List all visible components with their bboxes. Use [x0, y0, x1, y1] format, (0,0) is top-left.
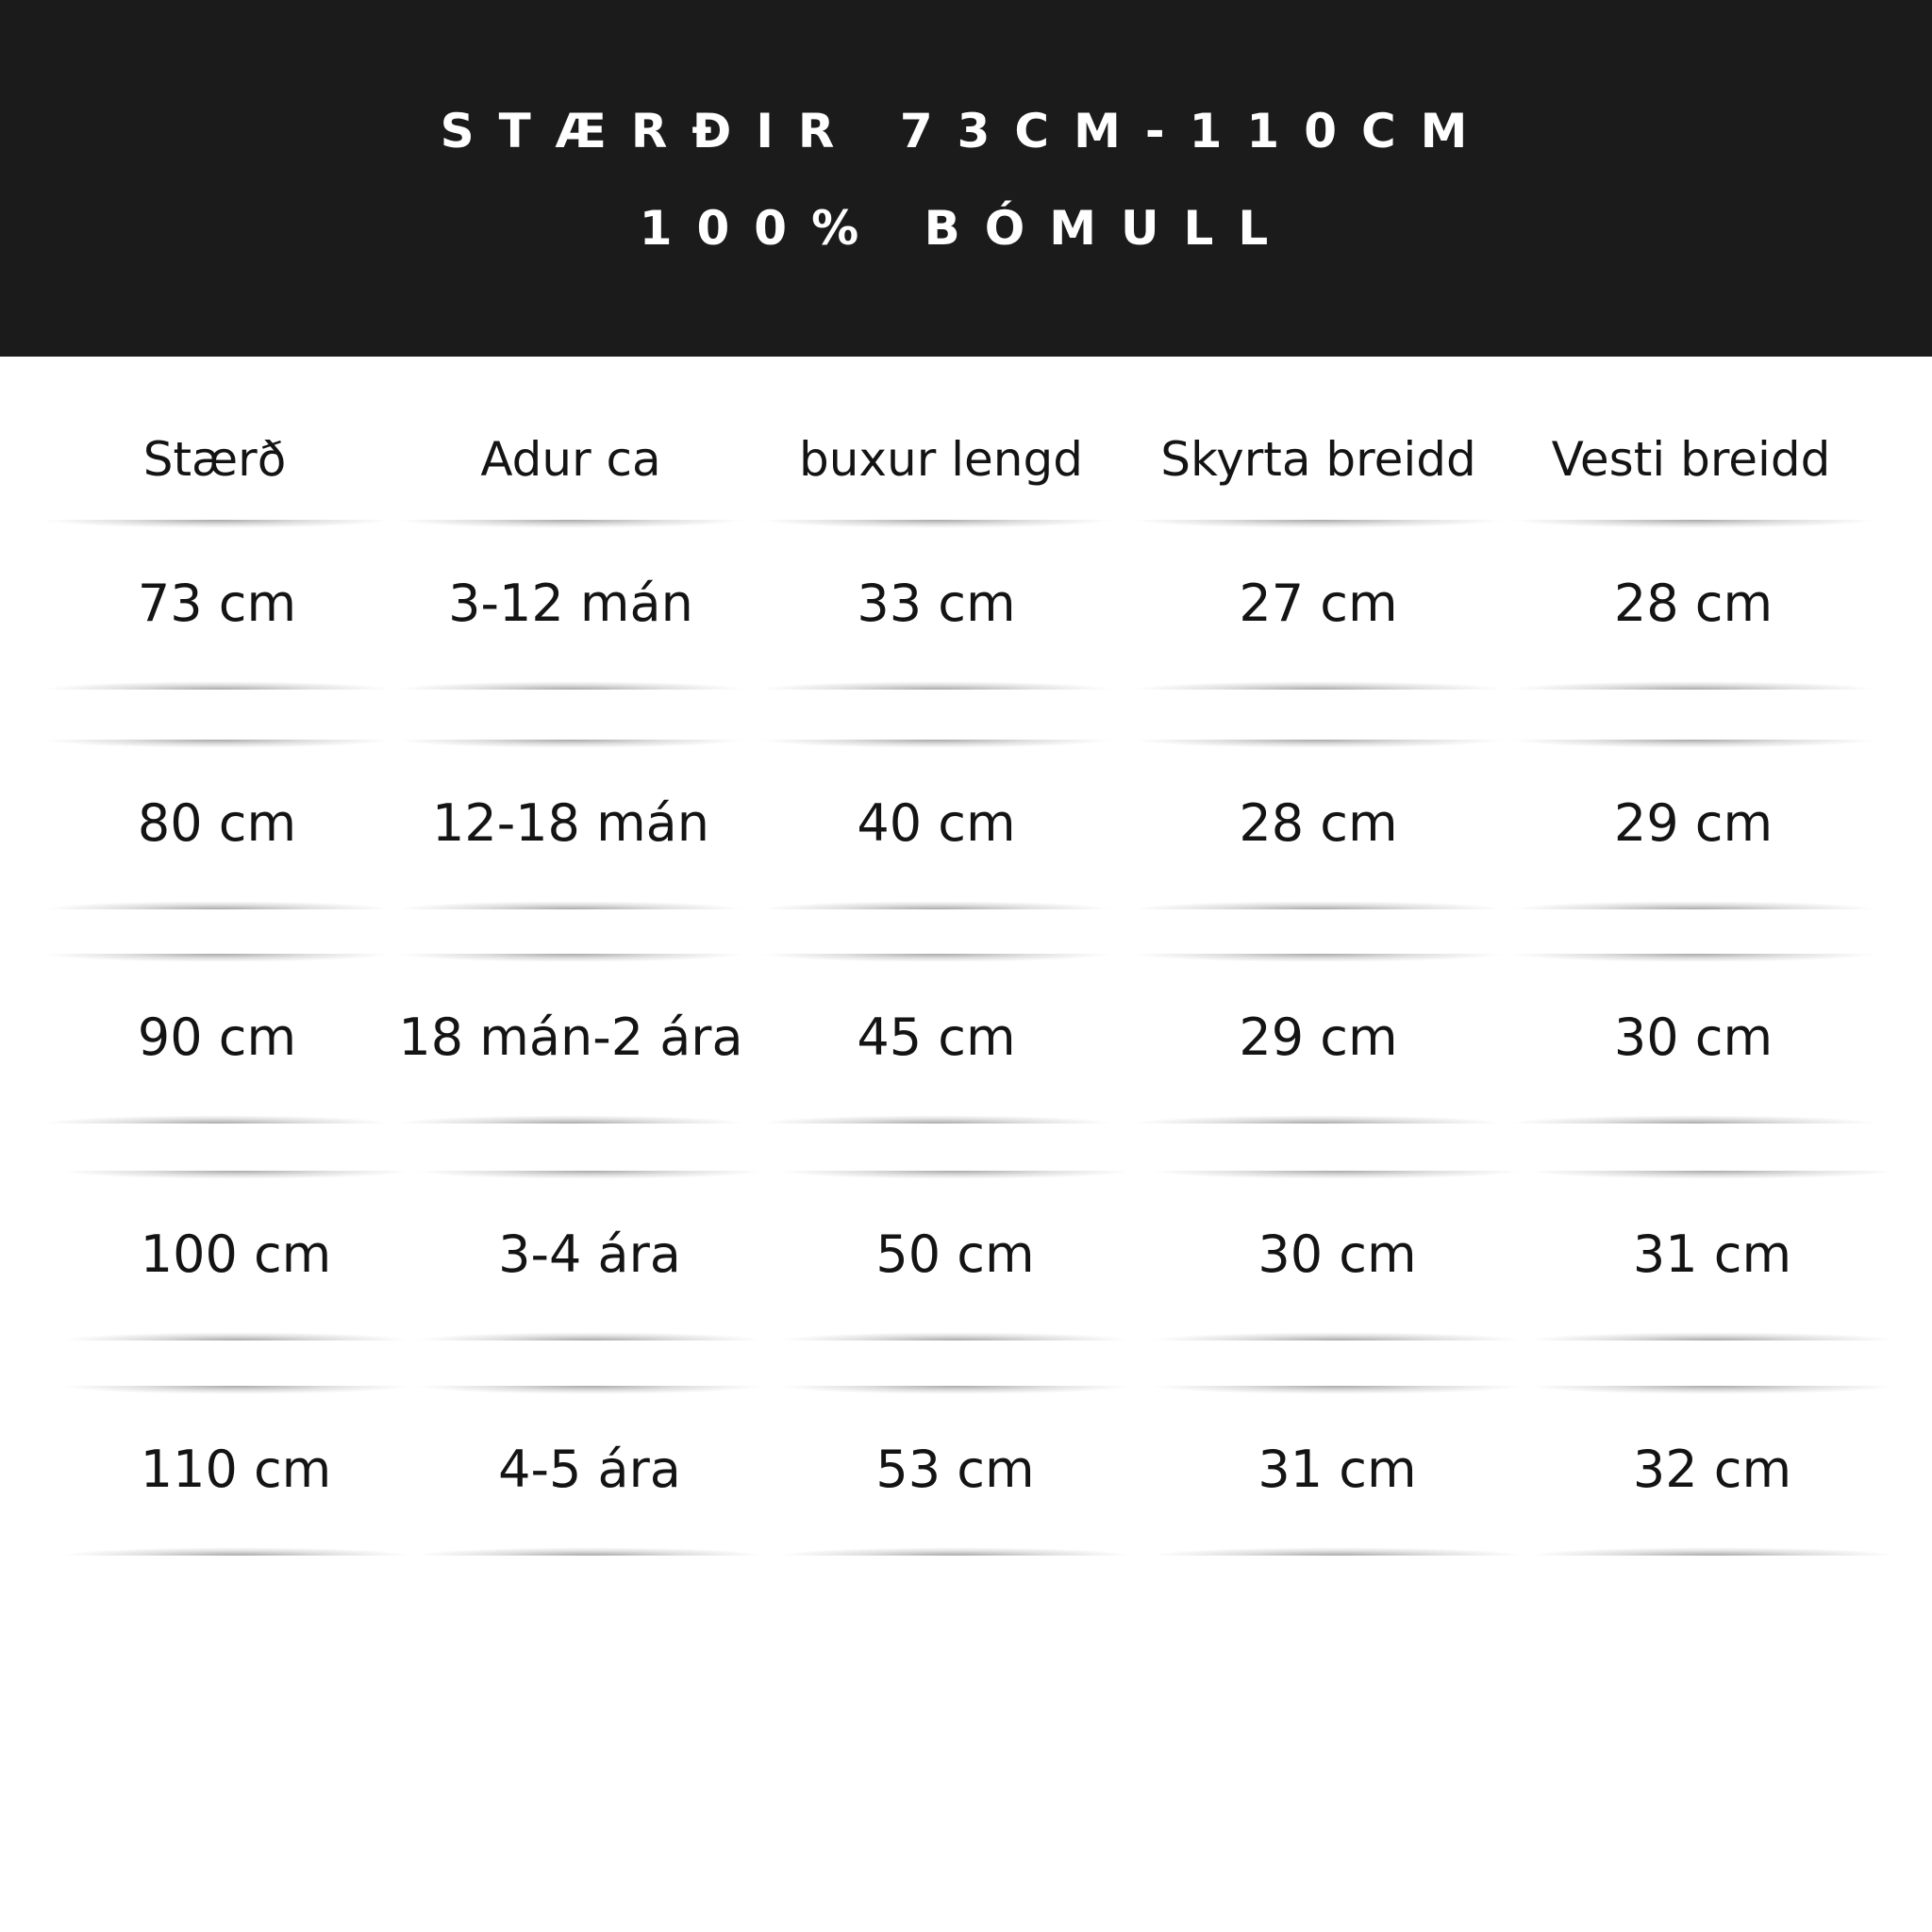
cell-size: 90 cm	[137, 1008, 297, 1067]
cell-bottom-shadow	[1132, 1108, 1505, 1124]
cell-bottom-shadow	[1132, 675, 1505, 690]
cell-size: 73 cm	[137, 574, 297, 633]
banner-title: STÆRÐIR 73CM-110CM	[440, 104, 1492, 158]
cell-bottom-shadow	[415, 1325, 764, 1341]
cell-shirt-width: 27 cm	[1239, 574, 1398, 633]
cell-bottom-shadow	[1151, 1325, 1524, 1341]
cell-age: 18 mán-2 ára	[398, 1008, 743, 1067]
cell-bottom-shadow	[778, 1325, 1132, 1341]
cell-vest-width: 29 cm	[1613, 793, 1774, 853]
title-banner	[0, 0, 1932, 357]
cell-bottom-shadow	[61, 1541, 410, 1556]
cell-vest-width: 32 cm	[1632, 1440, 1792, 1499]
cell-bottom-shadow	[1509, 894, 1877, 909]
cell-shirt-width: 29 cm	[1239, 1008, 1398, 1067]
cell-bottom-shadow	[1509, 675, 1877, 690]
cell-age: 12-18 mán	[432, 793, 709, 853]
cell-bottom-shadow	[759, 894, 1113, 909]
cell-age: 3-4 ára	[498, 1224, 681, 1284]
cell-bottom-shadow	[61, 1325, 410, 1341]
cell-size: 80 cm	[137, 793, 297, 853]
cell-bottom-shadow	[415, 1541, 764, 1556]
cell-vest-width: 28 cm	[1613, 574, 1774, 633]
header-vest-width: Vesti breidd	[1551, 432, 1831, 487]
cell-bottom-shadow	[396, 894, 745, 909]
cell-bottom-shadow	[759, 1108, 1113, 1124]
cell-size: 110 cm	[140, 1440, 332, 1499]
cell-bottom-shadow	[1528, 1541, 1896, 1556]
cell-age: 4-5 ára	[498, 1440, 681, 1499]
header-age: Adur ca	[480, 432, 661, 487]
banner-subtitle: 100% BÓMULL	[639, 201, 1293, 256]
cell-pants-length: 40 cm	[857, 793, 1016, 853]
cell-bottom-shadow	[1151, 1541, 1524, 1556]
cell-shirt-width: 30 cm	[1257, 1224, 1417, 1284]
cell-bottom-shadow	[396, 675, 745, 690]
header-size: Stærð	[142, 432, 287, 487]
cell-size: 100 cm	[140, 1224, 332, 1284]
cell-vest-width: 31 cm	[1632, 1224, 1792, 1284]
cell-bottom-shadow	[42, 1108, 391, 1124]
cell-bottom-shadow	[778, 1541, 1132, 1556]
cell-pants-length: 53 cm	[875, 1440, 1035, 1499]
cell-shirt-width: 28 cm	[1239, 793, 1398, 853]
cell-vest-width: 30 cm	[1613, 1008, 1774, 1067]
cell-bottom-shadow	[1509, 1108, 1877, 1124]
cell-bottom-shadow	[1528, 1325, 1896, 1341]
cell-bottom-shadow	[42, 894, 391, 909]
cell-shirt-width: 31 cm	[1257, 1440, 1417, 1499]
cell-pants-length: 50 cm	[875, 1224, 1035, 1284]
cell-age: 3-12 mán	[448, 574, 693, 633]
cell-pants-length: 33 cm	[857, 574, 1016, 633]
cell-bottom-shadow	[1132, 894, 1505, 909]
cell-bottom-shadow	[759, 675, 1113, 690]
header-pants-length: buxur lengd	[799, 432, 1083, 487]
header-shirt-width: Skyrta breidd	[1160, 432, 1476, 487]
cell-pants-length: 45 cm	[857, 1008, 1016, 1067]
cell-bottom-shadow	[396, 1108, 745, 1124]
cell-bottom-shadow	[42, 675, 391, 690]
